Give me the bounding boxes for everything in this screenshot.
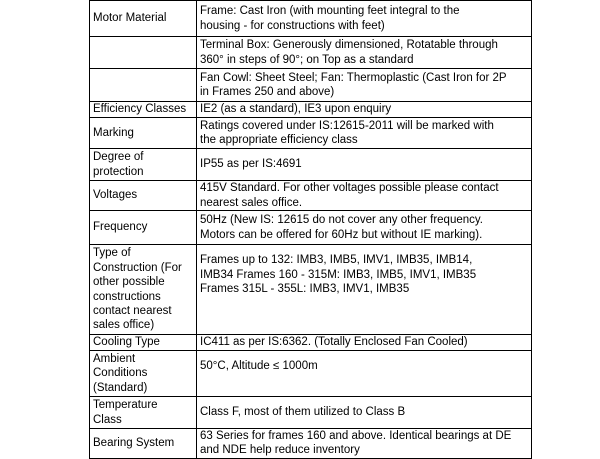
table-row bbox=[90, 102, 532, 118]
row-value: 415V Standard. For other voltages possible please contact nearest sales office. bbox=[197, 181, 532, 211]
row-value: Frames up to 132: IMB3, IMB5, IMV1, IMB35, IMB14, IMB34 Frames 160 - 315M: IMB3, IMB5, IMV1, IMB35 Frames 315L - 355L: IMB3, IMV1, IMB35 bbox=[197, 245, 532, 335]
row-label: Ambient Conditions (Standard) bbox=[90, 351, 197, 397]
table-row bbox=[90, 351, 532, 397]
row-label: Frequency bbox=[90, 211, 197, 245]
row-value: Class F, most of them utilized to Class B bbox=[197, 397, 532, 429]
table-row bbox=[90, 429, 532, 459]
row-label bbox=[90, 37, 197, 69]
row-value: 50Hz (New IS: 12615 do not cover any other frequency. Motors can be offered for 60Hz but without IE marking). bbox=[197, 211, 532, 245]
row-value: Ratings covered under IS:12615-2011 will be marked with the appropriate efficiency class bbox=[197, 118, 532, 149]
row-value: IC411 as per IS:6362. (Totally Enclosed Fan Cooled) bbox=[197, 335, 532, 351]
table-row bbox=[90, 1, 532, 37]
row-label: Degree of protection bbox=[90, 149, 197, 181]
motor-spec-table bbox=[89, 0, 532, 459]
table-row bbox=[90, 118, 532, 149]
table-row bbox=[90, 149, 532, 181]
table-row bbox=[90, 181, 532, 211]
row-value: 50°C, Altitude ≤ 1000m bbox=[197, 351, 532, 397]
row-label: Cooling Type bbox=[90, 335, 197, 351]
row-label: Bearing System bbox=[90, 429, 197, 459]
table-row bbox=[90, 245, 532, 335]
row-label: Temperature Class bbox=[90, 397, 197, 429]
row-label: Voltages bbox=[90, 181, 197, 211]
table-row bbox=[90, 397, 532, 429]
row-value: Frame: Cast Iron (with mounting feet integral to the housing - for constructions with feet) bbox=[197, 1, 532, 37]
table-row bbox=[90, 69, 532, 102]
row-label: Marking bbox=[90, 118, 197, 149]
row-value: Terminal Box: Generously dimensioned, Rotatable through 360° in steps of 90°; on Top as a standard bbox=[197, 37, 532, 69]
row-value: Fan Cowl: Sheet Steel; Fan: Thermoplastic (Cast Iron for 2P in Frames 250 and above) bbox=[197, 69, 532, 102]
table-row bbox=[90, 37, 532, 69]
row-label: Type of Construction (For other possible constructions contact nearest sales office) bbox=[90, 245, 197, 335]
table-row bbox=[90, 211, 532, 245]
row-value: IE2 (as a standard), IE3 upon enquiry bbox=[197, 102, 532, 118]
row-value: 63 Series for frames 160 and above. Identical bearings at DE and NDE help reduce inventory bbox=[197, 429, 532, 459]
row-value: IP55 as per IS:4691 bbox=[197, 149, 532, 181]
row-label: Efficiency Classes bbox=[90, 102, 197, 118]
table-row bbox=[90, 335, 532, 351]
row-label bbox=[90, 69, 197, 102]
row-label: Motor Material bbox=[90, 1, 197, 37]
